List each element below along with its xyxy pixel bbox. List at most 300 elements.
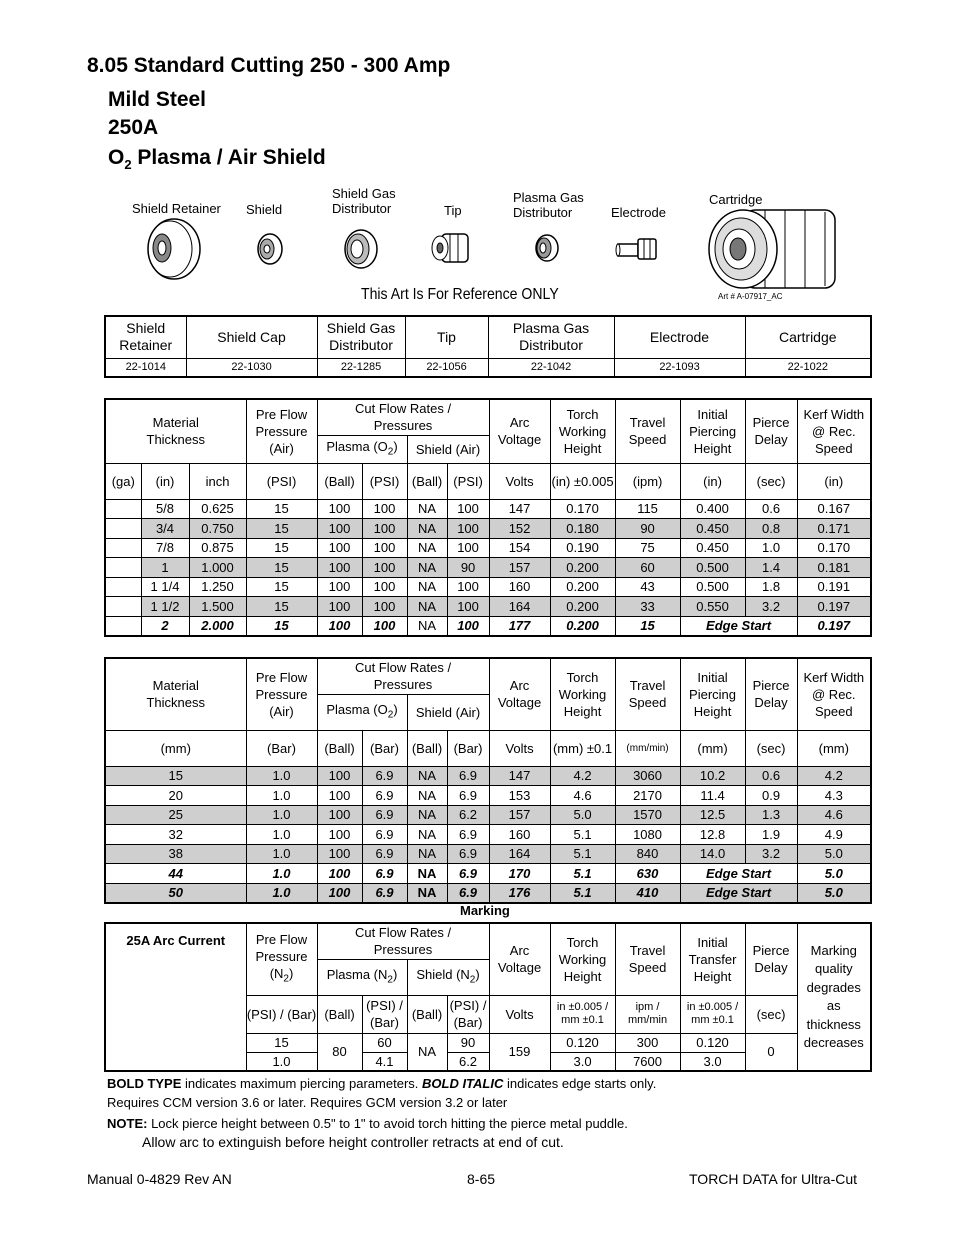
marking-quality-note: Marking quality degrades as thickness decreases [797,923,871,1071]
unit-cell: (Ball) [407,730,447,766]
data-cell: 100 [362,499,407,519]
data-cell: 164 [489,597,550,617]
marking-preflow-header: Pre Flow Pressure $(N_2)$ [246,923,317,995]
unit-cell: (Ball) [407,995,447,1033]
plasma-gas-distributor-icon [531,232,561,264]
data-cell: 1.0 [246,766,317,786]
data-cell: 33 [615,597,680,617]
data-cell: 153 [489,786,550,806]
unit-cell: (Bar) [246,730,317,766]
part-number: 22-1042 [488,358,614,377]
unit-cell: (PSI) / (Bar) [447,995,489,1033]
gas-title: $O_2$ Plasma / Air Shield [108,146,326,173]
data-cell: 0.500 [680,577,745,597]
table-row [105,616,871,636]
part-number: 22-1030 [186,358,317,377]
data-cell: 0.171 [797,519,871,539]
part-number: 22-1022 [745,358,871,377]
data-cell: Edge Start [680,864,797,884]
data-cell: NA [407,883,447,903]
unit-cell: (sec) [745,730,797,766]
marking-initial-header: Initial Transfer Height [680,923,745,995]
data-cell [105,538,141,558]
data-cell [105,597,141,617]
unit-cell: (Ball) [317,463,362,499]
data-cell: 100 [362,558,407,578]
data-cell: NA [407,499,447,519]
data-cell: 6.9 [362,844,407,864]
table-row [105,766,871,786]
cartridge-icon [705,204,847,294]
part-number: 22-1056 [405,358,488,377]
data-cell: 100 [362,597,407,617]
data-cell: 100 [447,577,489,597]
parts-header: Plasma Gas Distributor [488,316,614,358]
data-cell: 43 [615,577,680,597]
part-label-shield-retainer: Shield Retainer [132,201,221,216]
requirements-note: Requires CCM version 3.6 or later. Requires GCM version 3.2 or later [107,1095,508,1110]
data-cell: 6.9 [362,825,407,845]
data-cell: NA [407,844,447,864]
unit-cell: Volts [489,995,550,1033]
unit-cell: Volts [489,730,550,766]
data-cell: 4.6 [550,786,615,806]
unit-cell: (PSI) [447,463,489,499]
unit-cell: (ipm) [615,463,680,499]
data-cell: 3/4 [141,519,189,539]
plasma-header: Plasma $(O_2)$ [317,694,407,730]
data-cell: 1.9 [745,825,797,845]
data-cell: 0.120 [550,1033,615,1052]
data-cell: 44 [105,864,246,884]
data-cell: 0 [745,1033,797,1071]
data-cell: 157 [489,805,550,825]
unit-cell: (sec) [745,463,797,499]
data-cell [105,499,141,519]
data-cell: 90 [447,558,489,578]
marking-travel-header: Travel Speed [615,923,680,995]
data-cell: 6.9 [447,864,489,884]
pierce-delay-header: Pierce Delay [745,399,797,463]
data-cell: 0.191 [797,577,871,597]
material-thickness-header: Material Thickness [105,658,246,730]
preflow-header: Pre Flow Pressure (Air) [246,399,317,463]
kerf-width-header: Kerf Width @ Rec. Speed [797,658,871,730]
data-cell: 100 [362,616,407,636]
data-cell: 25 [105,805,246,825]
unit-cell: (mm) [797,730,871,766]
data-cell: 100 [362,577,407,597]
data-cell: 3060 [615,766,680,786]
data-cell: 6.9 [362,805,407,825]
art-number: Art # A-07917_AC [718,292,783,301]
data-cell: 1.0 [246,844,317,864]
data-cell: 177 [489,616,550,636]
torch-height-header: Torch Working Height [550,399,615,463]
data-cell: 5.1 [550,825,615,845]
data-cell: 60 [615,558,680,578]
data-cell: 0.6 [745,499,797,519]
data-cell: 0.181 [797,558,871,578]
unit-cell: (mm) [680,730,745,766]
data-cell: NA [407,519,447,539]
data-cell: 5.0 [797,864,871,884]
unit-cell: (in) [797,463,871,499]
parts-header: Electrode [614,316,745,358]
data-cell: 3.2 [745,597,797,617]
legend-note: BOLD TYPE indicates maximum piercing parameters. BOLD ITALIC indicates edge starts only. [107,1076,657,1091]
parts-header: Shield Retainer [105,316,186,358]
unit-cell: (Bar) [362,730,407,766]
data-cell: 6.2 [447,805,489,825]
data-cell: 100 [317,538,362,558]
data-cell: 15 [246,558,317,578]
data-cell [105,519,141,539]
data-cell: 100 [447,519,489,539]
unit-cell: (Ball) [317,995,362,1033]
part-label-plasma-gas-distributor: Plasma Gas Distributor [513,190,584,220]
part-label-tip: Tip [444,203,462,218]
data-cell: 15 [615,616,680,636]
data-cell: 0.200 [550,558,615,578]
parts-number-row [105,358,871,377]
unit-cell: ipm / mm/min [615,995,680,1033]
part-number: 22-1014 [105,358,186,377]
data-cell: 160 [489,577,550,597]
data-cell: 100 [447,616,489,636]
data-cell: NA [407,616,447,636]
data-cell: 5.1 [550,864,615,884]
data-cell: 1 [141,558,189,578]
marking-torch-header: Torch Working Height [550,923,615,995]
data-cell: 4.1 [362,1052,407,1071]
data-cell: 0.200 [550,577,615,597]
data-cell: 6.9 [447,825,489,845]
data-cell: 0.180 [550,519,615,539]
data-cell: NA [407,1033,447,1071]
data-cell: 12.5 [680,805,745,825]
data-cell: 80 [317,1033,362,1071]
table-row [105,883,871,903]
data-cell: 1 1/4 [141,577,189,597]
data-cell: Edge Start [680,616,797,636]
data-cell: 100 [317,844,362,864]
unit-cell: (Ball) [317,730,362,766]
arc-voltage-header: Arc Voltage [489,658,550,730]
data-cell: 170 [489,864,550,884]
data-cell: NA [407,786,447,806]
data-cell: 15 [246,597,317,617]
unit-cell: Volts [489,463,550,499]
data-cell: 1 1/2 [141,597,189,617]
data-cell: 100 [317,883,362,903]
unit-cell: (in) [141,463,189,499]
table-row [105,864,871,884]
data-cell: 5.0 [797,883,871,903]
data-cell: 0.200 [550,616,615,636]
data-cell: 154 [489,538,550,558]
data-cell: 0.200 [550,597,615,617]
data-cell: 100 [317,805,362,825]
unit-cell: (in) ±0.005 [550,463,615,499]
part-number: 22-1285 [317,358,405,377]
data-cell: 15 [246,519,317,539]
table-row [105,499,871,519]
shield-retainer-icon [140,216,204,282]
data-cell: 10.2 [680,766,745,786]
kerf-width-header: Kerf Width @ Rec. Speed [797,399,871,463]
data-cell: 6.9 [447,844,489,864]
data-cell: 0.9 [745,786,797,806]
data-cell: 1.500 [189,597,246,617]
preflow-header: Pre Flow Pressure (Air) [246,658,317,730]
current-title: 250A [108,116,159,139]
marking-title: Marking [460,903,510,918]
shield-header: Shield (Air) [407,435,489,463]
data-cell: 1.0 [246,805,317,825]
data-cell: 3.0 [550,1052,615,1071]
data-cell: 4.2 [797,766,871,786]
data-cell: 1080 [615,825,680,845]
data-cell: 410 [615,883,680,903]
data-cell: 6.9 [447,766,489,786]
data-cell: 6.9 [362,766,407,786]
section-title: 8.05 Standard Cutting 250 - 300 Amp [87,54,451,77]
material-thickness-header: Material Thickness [105,399,246,463]
part-label-electrode: Electrode [611,205,666,220]
data-cell: 15 [246,538,317,558]
data-cell: 100 [317,577,362,597]
marking-plasma-header: Plasma $(N_2)$ [317,959,407,995]
table-row [105,786,871,806]
unit-cell: (Bar) [447,730,489,766]
marking-cutflow-header: Cut Flow Rates / Pressures [317,923,489,959]
data-cell: 38 [105,844,246,864]
reference-note: This Art Is For Reference ONLY [361,286,559,303]
data-cell: 5.1 [550,883,615,903]
data-cell: 60 [362,1033,407,1052]
data-cell: 0.197 [797,597,871,617]
data-cell: 0.875 [189,538,246,558]
table-row [105,597,871,617]
data-cell: 0.400 [680,499,745,519]
marking-arc-header: Arc Voltage [489,923,550,995]
data-cell: 157 [489,558,550,578]
data-cell: 90 [447,1033,489,1052]
parts-table [104,315,872,378]
data-cell: 15 [246,577,317,597]
unit-cell: (in) [680,463,745,499]
data-cell: 2 [141,616,189,636]
parts-header-row [105,316,871,358]
arc-extinguish-note: Allow arc to extinguish before height controller retracts at end of cut. [142,1134,564,1150]
initial-piercing-header: Initial Piercing Height [680,658,745,730]
lock-pierce-note: NOTE: Lock pierce height between 0.5" to 1" to avoid torch hitting the pierce metal puddle. [107,1116,628,1131]
data-cell: 1.0 [246,1052,317,1071]
data-cell: 0.6 [745,766,797,786]
data-cell: 5.0 [797,844,871,864]
parts-header: Shield Gas Distributor [317,316,405,358]
data-cell: NA [407,864,447,884]
data-cell: 1570 [615,805,680,825]
initial-piercing-header: Initial Piercing Height [680,399,745,463]
part-label-cartridge: Cartridge [709,192,763,207]
data-cell: 6.9 [362,883,407,903]
units-row [105,463,871,499]
data-cell: 152 [489,519,550,539]
data-cell: 840 [615,844,680,864]
data-cell: NA [407,558,447,578]
data-cell: 50 [105,883,246,903]
data-cell: 0.450 [680,519,745,539]
data-cell: 0.500 [680,558,745,578]
data-cell: 1.0 [246,864,317,884]
unit-cell: (PSI) [246,463,317,499]
data-cell: 0.197 [797,616,871,636]
data-cell: 164 [489,844,550,864]
unit-cell: (mm) [105,730,246,766]
data-cell: NA [407,577,447,597]
footer-manual: Manual 0-4829 Rev AN [87,1171,232,1187]
travel-speed-header: Travel Speed [615,658,680,730]
data-cell: 100 [317,597,362,617]
data-cell: 1.8 [745,577,797,597]
unit-cell: (PSI) [362,463,407,499]
data-cell: 6.9 [362,786,407,806]
data-cell: 100 [447,499,489,519]
unit-cell: (sec) [745,995,797,1033]
shield-header: Shield (Air) [407,694,489,730]
data-cell: 1.3 [745,805,797,825]
unit-cell: (Ball) [407,463,447,499]
footer-page-number: 8-65 [467,1171,496,1187]
data-cell: 15 [246,499,317,519]
data-cell: 100 [317,616,362,636]
part-number: 22-1093 [614,358,745,377]
data-cell: 0.8 [745,519,797,539]
data-cell: 100 [317,558,362,578]
marking-pierce-header: Pierce Delay [745,923,797,995]
data-cell: 100 [317,825,362,845]
data-cell: 2.000 [189,616,246,636]
data-cell: 4.6 [797,805,871,825]
data-cell: 100 [317,766,362,786]
data-cell: Edge Start [680,883,797,903]
pierce-delay-header: Pierce Delay [745,658,797,730]
table-row [105,519,871,539]
data-cell: 100 [317,519,362,539]
data-cell: 2170 [615,786,680,806]
parts-header: Cartridge [745,316,871,358]
data-cell: 3.0 [680,1052,745,1071]
data-cell: 1.000 [189,558,246,578]
cutflow-header: Cut Flow Rates / Pressures [317,658,489,694]
data-cell: NA [407,766,447,786]
unit-cell: (mm/min) [615,730,680,766]
data-cell: 0.190 [550,538,615,558]
data-cell: 0.170 [550,499,615,519]
table-row [105,844,871,864]
data-cell: 14.0 [680,844,745,864]
shield-icon [254,232,284,266]
data-cell: 0.625 [189,499,246,519]
data-cell: 6.9 [447,786,489,806]
data-cell: 100 [317,786,362,806]
unit-cell: inch [189,463,246,499]
data-cell: 300 [615,1033,680,1052]
parts-header: Shield Cap [186,316,317,358]
table-row [105,577,871,597]
data-cell: 20 [105,786,246,806]
parts-header: Tip [405,316,488,358]
data-cell: 115 [615,499,680,519]
data-cell: 4.3 [797,786,871,806]
footer-section: TORCH DATA for Ultra-Cut [689,1171,858,1187]
data-cell [105,616,141,636]
data-cell: 160 [489,825,550,845]
data-cell: 176 [489,883,550,903]
data-cell: 1.0 [246,786,317,806]
marking-table [104,922,872,1072]
data-cell: NA [407,805,447,825]
data-cell: 15 [246,1033,317,1052]
part-label-shield-gas-distributor: Shield Gas Distributor [332,186,396,216]
plasma-header: Plasma $(O_2)$ [317,435,407,463]
data-cell: 100 [317,499,362,519]
data-cell: 100 [317,864,362,884]
data-cell: 0.450 [680,538,745,558]
data-cell: 4.2 [550,766,615,786]
data-cell: 75 [615,538,680,558]
data-cell: NA [407,597,447,617]
data-cell: 100 [447,538,489,558]
part-label-shield: Shield [246,202,283,217]
table-row [105,825,871,845]
shield-gas-distributor-icon [340,227,380,271]
data-cell: 1.0 [745,538,797,558]
data-cell: 12.8 [680,825,745,845]
imperial-cut-table [104,398,872,637]
data-cell: 0.550 [680,597,745,617]
data-cell: 1.250 [189,577,246,597]
data-cell: 6.9 [447,883,489,903]
data-cell: 147 [489,766,550,786]
data-cell: 32 [105,825,246,845]
unit-cell: in ±0.005 / mm ±0.1 [550,995,615,1033]
metric-cut-table [104,657,872,904]
data-cell: 0.170 [797,538,871,558]
data-cell: 0.167 [797,499,871,519]
data-cell: 15 [105,766,246,786]
electrode-icon [614,235,660,263]
data-cell: 6.9 [362,864,407,884]
data-cell: 15 [246,616,317,636]
material-title: Mild Steel [108,88,207,111]
table-row [105,538,871,558]
data-cell: 6.2 [447,1052,489,1071]
data-cell: 100 [362,538,407,558]
data-cell: 1.0 [246,825,317,845]
torch-height-header: Torch Working Height [550,658,615,730]
data-cell: 7600 [615,1052,680,1071]
data-cell: 147 [489,499,550,519]
data-cell: 1.4 [745,558,797,578]
data-cell: 5/8 [141,499,189,519]
marking-shield-header: Shield $(N_2)$ [407,959,489,995]
table-row [105,805,871,825]
cutflow-header: Cut Flow Rates / Pressures [317,399,489,435]
data-cell: 159 [489,1033,550,1071]
